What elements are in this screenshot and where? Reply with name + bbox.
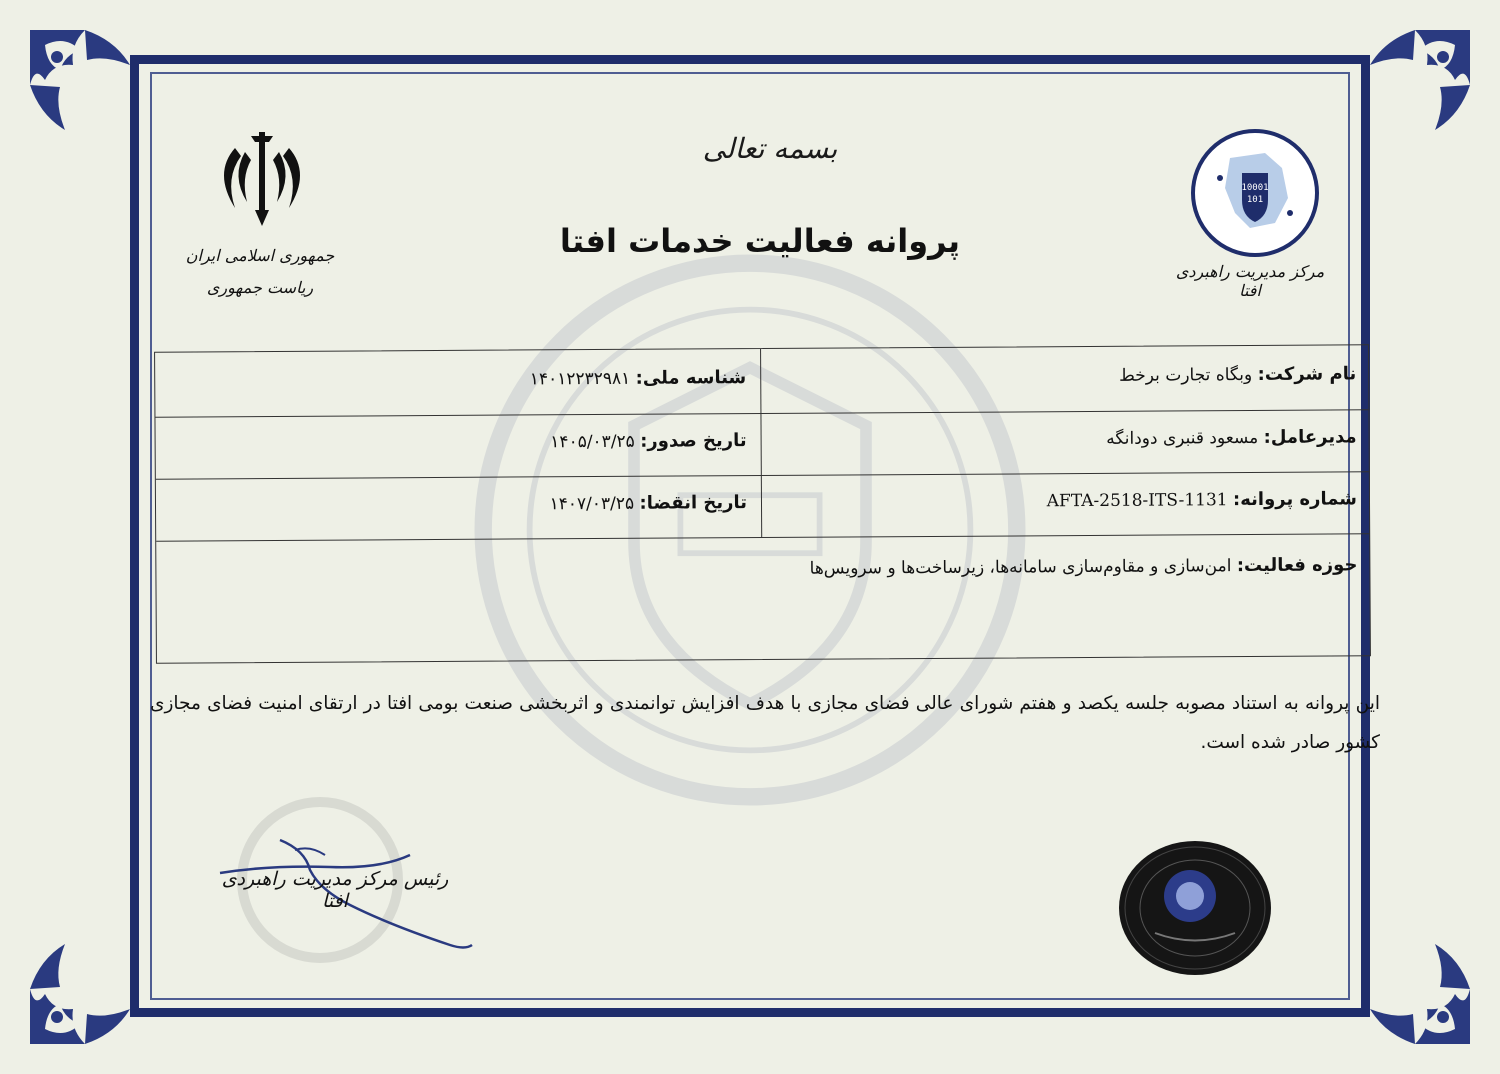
license-label: شماره پروانه: — [1232, 488, 1358, 511]
iran-emblem-icon — [205, 128, 319, 228]
issuer-left-line2: ریاست جمهوری — [206, 278, 314, 297]
issue-date-value: ۱۴۰۵/۰۳/۲۵ — [550, 431, 635, 453]
corner-ornament-icon — [1365, 939, 1475, 1049]
hologram-seal-icon — [1115, 838, 1275, 978]
license-value: AFTA-2518-ITS-1131 — [1046, 490, 1228, 512]
svg-text:101: 101 — [1246, 195, 1264, 205]
activity-scope-field — [810, 554, 1358, 578]
ceo-field — [1106, 426, 1357, 449]
bismillah-heading: بسمه تعالی — [702, 132, 838, 165]
scope-label: حوزه فعالیت: — [1236, 554, 1358, 577]
national-id-field — [530, 367, 747, 389]
issuer-right-text: مرکز مدیریت راهبردی افتا — [1175, 262, 1325, 300]
expiry-date-value: ۱۴۰۷/۰۳/۲۵ — [549, 493, 635, 515]
scope-value: امن‌سازی و مقاوم‌سازی سامانه‌ها، زیرساخت‌ها و سرویس‌ها — [809, 556, 1232, 579]
table-row — [156, 534, 1370, 661]
national-id-value: ۱۴۰۱۲۲۳۲۹۸۱ — [529, 368, 631, 390]
license-info-table — [154, 344, 1371, 663]
ceo-label: مدیرعامل: — [1263, 426, 1357, 448]
issuer-left-text — [180, 240, 340, 304]
page-title: پروانه فعالیت خدمات افتا — [559, 222, 961, 260]
license-number-field — [1047, 488, 1357, 511]
svg-text:10001: 10001 — [1241, 183, 1269, 193]
corner-ornament-icon — [25, 939, 135, 1049]
expiry-date-label: تاریخ انقضا: — [639, 492, 748, 514]
license-statement: این پروانه به استناد مصوبه جلسه یکصد و هفتم شورای عالی فضای مجازی با هدف افزایش توانمندی و اثربخشی صنعت بومی افتا در ارتقای امنیت فضای مجازی کشور صادر شده است. — [150, 693, 1380, 753]
table-row — [155, 345, 1368, 417]
signatory-title: رئیس مرکز مدیریت راهبردی افتا — [221, 868, 449, 912]
corner-ornament-icon — [1365, 25, 1475, 135]
national-id-label: شناسه ملی: — [635, 367, 747, 389]
company-label: نام شرکت: — [1257, 363, 1357, 385]
company-name-field — [1119, 363, 1356, 385]
issue-date-field — [550, 430, 746, 452]
table-row — [155, 410, 1368, 479]
company-value: وبگاه تجارت برخط — [1119, 365, 1253, 386]
table-row — [156, 472, 1369, 541]
issuer-left-line1: جمهوری اسلامی ایران — [185, 246, 335, 265]
ceo-value: مسعود قنبری دودانگه — [1106, 427, 1259, 449]
afta-logo-icon — [1190, 128, 1320, 258]
issue-date-label: تاریخ صدور: — [640, 430, 747, 452]
expiry-date-field — [550, 492, 748, 514]
corner-ornament-icon — [25, 25, 135, 135]
